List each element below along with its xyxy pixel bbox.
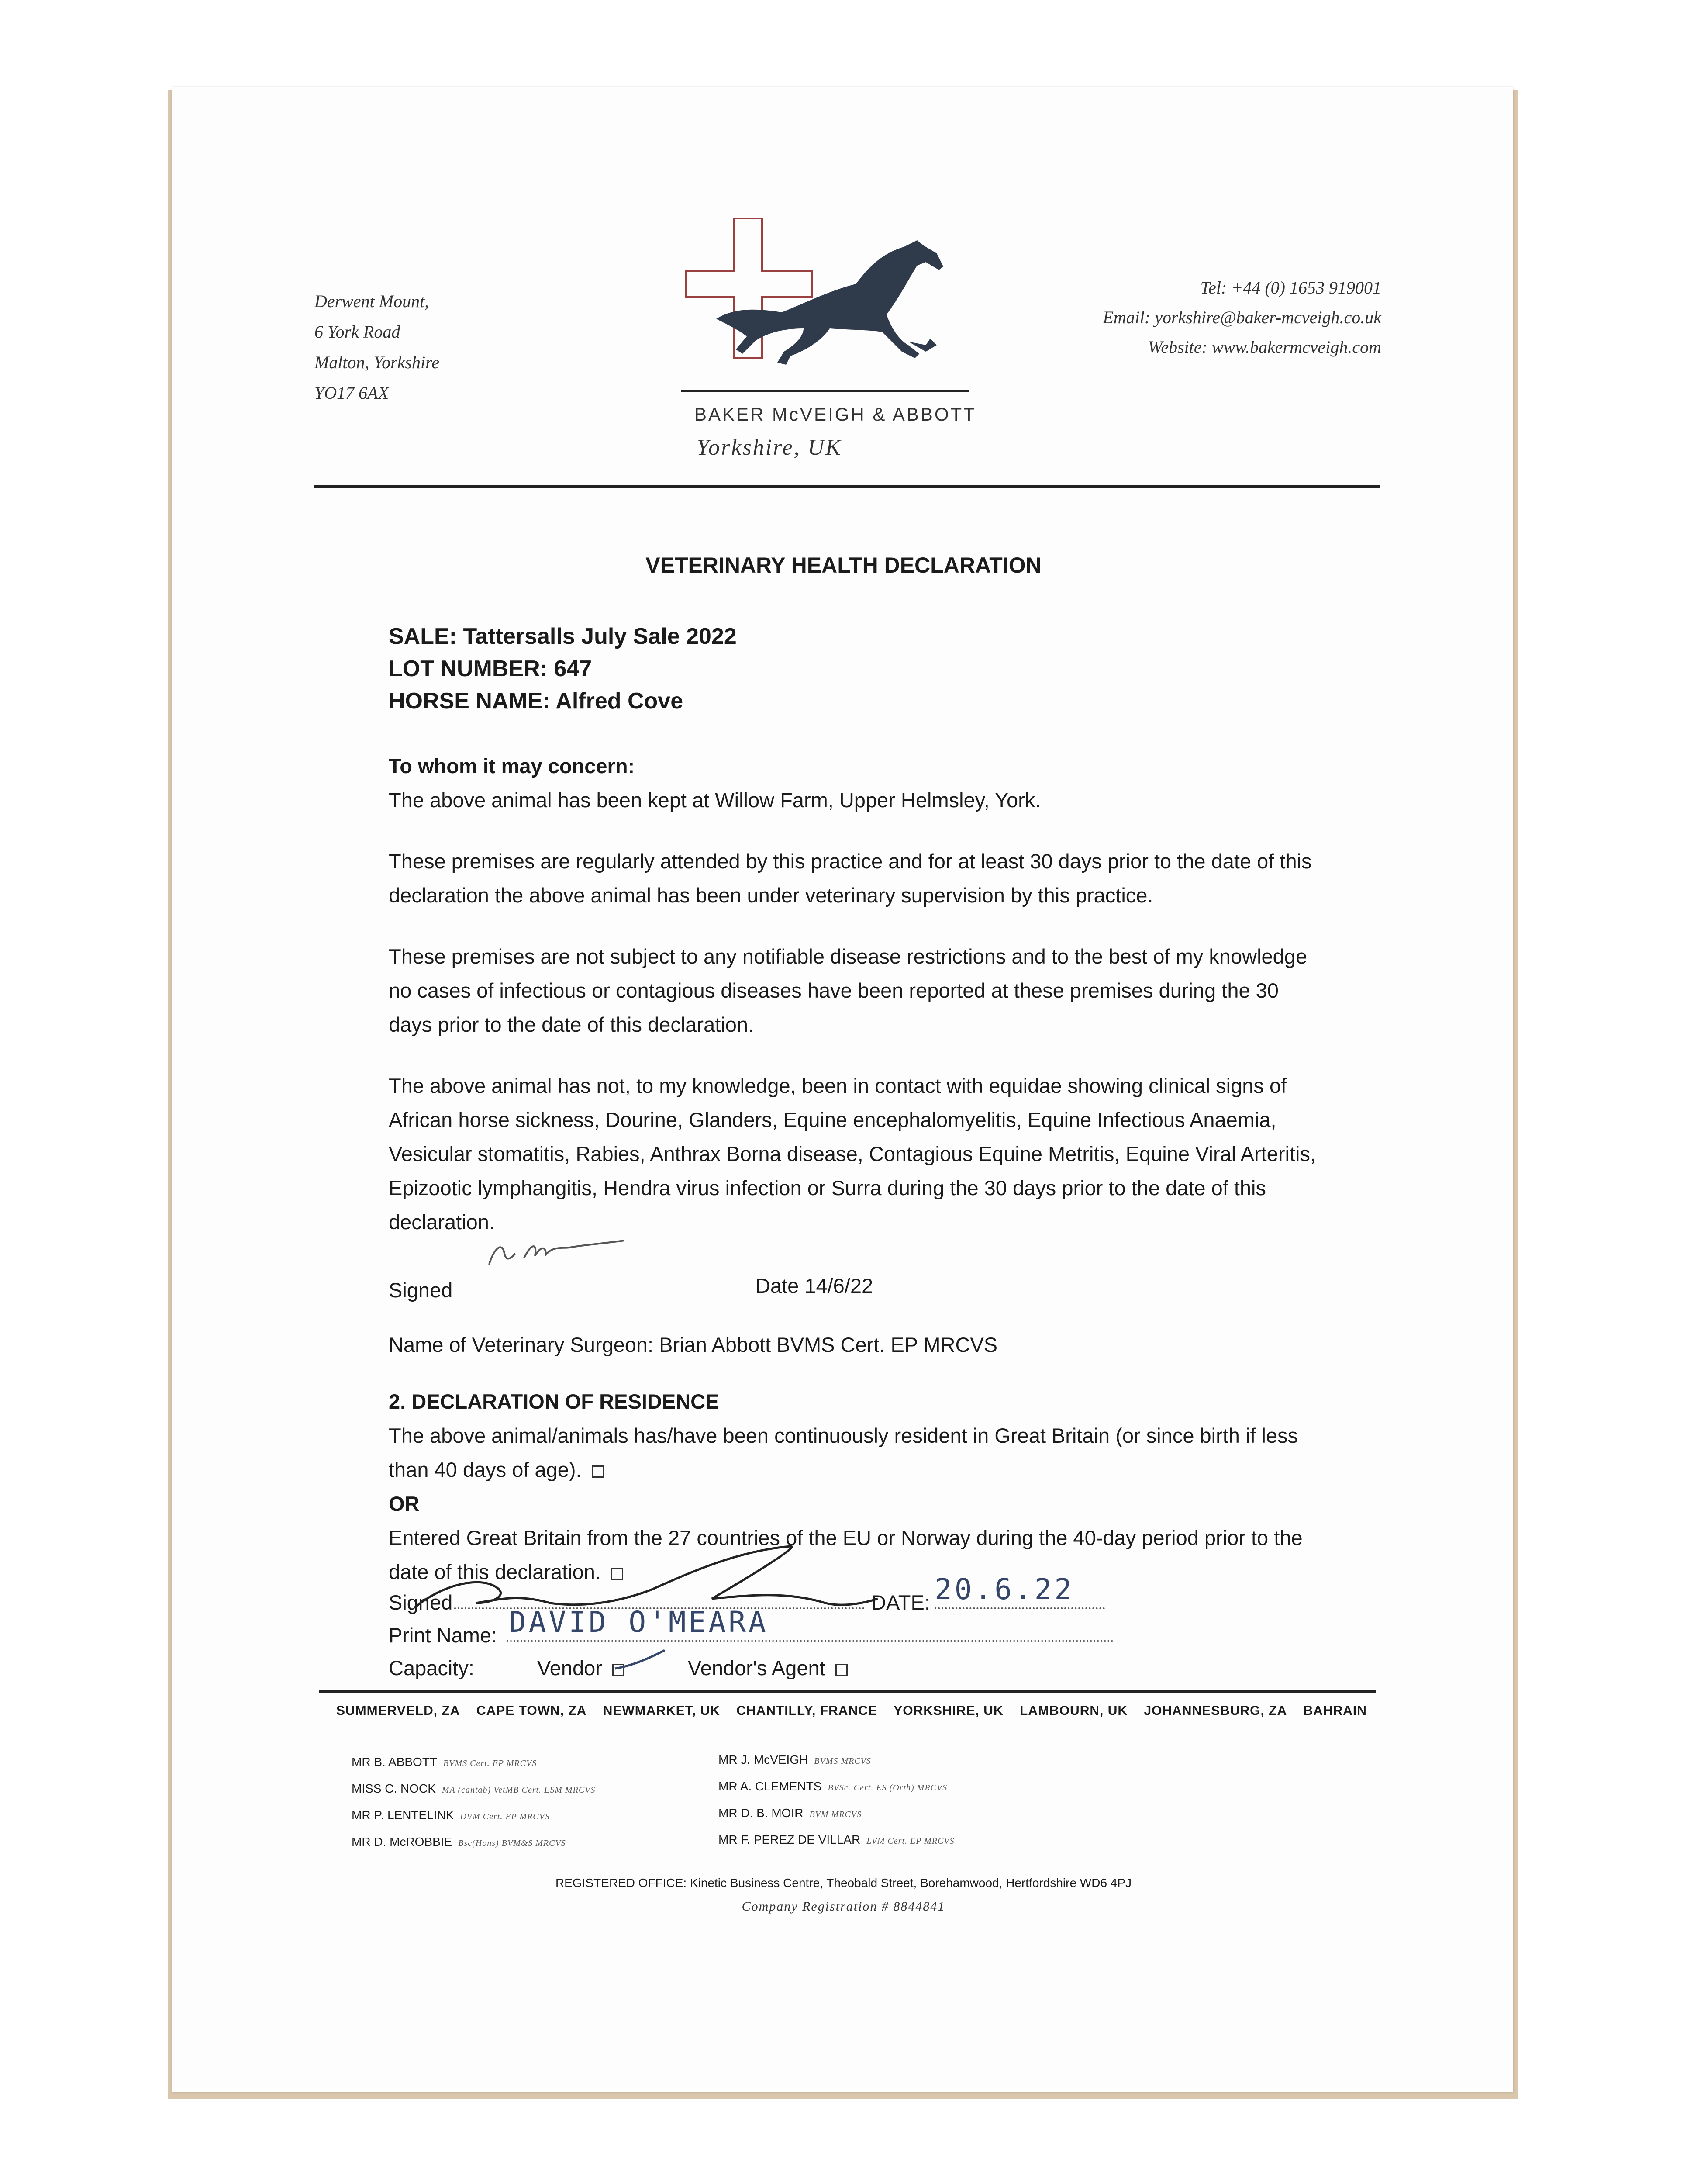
contact-paragraph: The above animal has not, to my knowledge, been in contact with equidae showing clinical signs of African horse sickness, Dourine, Glanders, Equine encephalomyelitis, Equine Infectious Anaemia, Vesicular stomatitis, Rabies, Anthrax Borna disease, Contagious Equine Metritis, Equine Viral Arteritis, Epizootic lymphangitis, Hendra virus infection or Surra during the 30 days prior to the date of this declaration. <box>389 1074 1316 1234</box>
residence-option-one-text: The above animal/animals has/have been continuously resident in Great Britain (or since birth if less than 40 days of age). <box>389 1424 1298 1481</box>
staff-qualification: BVM MRCVS <box>809 1810 862 1819</box>
staff-name: MR A. CLEMENTS <box>718 1780 822 1793</box>
vendor-tick-mark <box>611 1647 668 1677</box>
practice-address <box>314 286 439 408</box>
phone-number: Tel: +44 (0) 1653 919001 <box>1200 278 1381 297</box>
staff-name: MR D. B. MOIR <box>718 1806 804 1820</box>
header-divider <box>314 485 1380 488</box>
vet-signature <box>485 1223 629 1275</box>
staff-member <box>718 1747 955 1774</box>
owner-date-value: 20.6.22 <box>935 1572 1075 1606</box>
supervision-paragraph: These premises are regularly attended by this practice and for at least 30 days prior to the date of this declaration the above animal has been under veterinary supervision by this practice. <box>389 850 1312 907</box>
staff-qualification: BVMS MRCVS <box>814 1756 871 1766</box>
sale-line: SALE: Tattersalls July Sale 2022 <box>389 624 737 649</box>
vendor-label: Vendor <box>537 1656 602 1679</box>
office-location: BAHRAIN <box>1303 1704 1367 1718</box>
address-line: 6 York Road <box>314 322 400 342</box>
office-location: CHANTILLY, FRANCE <box>736 1704 877 1718</box>
staff-name: MR J. McVEIGH <box>718 1753 808 1766</box>
restrictions-paragraph: These premises are not subject to any notifiable disease restrictions and to the best of my knowledge no cases of infectious or contagious diseases have been reported at these premises during the 30 days prior to the date of this declaration. <box>389 945 1308 1036</box>
residence-option-one <box>389 1419 1328 1487</box>
office-location: LAMBOURN, UK <box>1020 1704 1128 1718</box>
staff-list-right <box>718 1747 955 1854</box>
vet-signature-date: Date 14/6/22 <box>756 1274 873 1297</box>
company-registration: Company Registration # 8844841 <box>742 1899 945 1914</box>
staff-member <box>352 1829 595 1856</box>
print-name-label: Print Name: <box>389 1624 497 1647</box>
vendor-agent-option <box>688 1651 848 1685</box>
print-name-value: DAVID O'MEARA <box>509 1605 769 1639</box>
website-url: Website: www.bakermcveigh.com <box>1148 337 1381 357</box>
address-line: Malton, Yorkshire <box>314 352 439 372</box>
email-address: Email: yorkshire@baker-mcveigh.co.uk <box>1103 308 1381 327</box>
staff-list-left <box>352 1749 595 1856</box>
residence-option-two-text: Entered Great Britain from the 27 countries of the EU or Norway during the 40-day period prior to the date of this declaration. <box>389 1526 1303 1583</box>
staff-qualification: Bsc(Hons) BVM&S MRCVS <box>458 1838 566 1848</box>
staff-member <box>718 1800 955 1827</box>
staff-qualification: LVM Cert. EP MRCVS <box>866 1836 955 1846</box>
address-line: YO17 6AX <box>314 383 389 403</box>
staff-name: MISS C. NOCK <box>352 1782 436 1795</box>
staff-qualification: BVMS Cert. EP MRCVS <box>443 1759 537 1768</box>
owner-date-label: DATE: <box>871 1591 930 1614</box>
lot-number: LOT NUMBER: 647 <box>389 656 592 681</box>
office-location: NEWMARKET, UK <box>603 1704 720 1718</box>
staff-name: MR F. PEREZ DE VILLAR <box>718 1833 861 1846</box>
owner-date-line <box>935 1607 1105 1609</box>
staff-name: MR D. McROBBIE <box>352 1835 452 1849</box>
salutation: To whom it may concern: <box>389 754 635 778</box>
or-separator: OR <box>389 1492 420 1515</box>
staff-member <box>352 1749 595 1776</box>
registered-office: REGISTERED OFFICE: Kinetic Business Centre, Theobald Street, Borehamwood, Hertfordshire WD6 4PJ <box>555 1876 1132 1890</box>
staff-member <box>718 1774 955 1800</box>
vendor-agent-checkbox[interactable] <box>835 1664 848 1676</box>
horse-name: HORSE NAME: Alfred Cove <box>389 688 683 714</box>
footer-divider <box>319 1690 1376 1693</box>
office-location: SUMMERVELD, ZA <box>336 1704 460 1718</box>
staff-qualification: BVSc. Cert. ES (Orth) MRCVS <box>828 1783 948 1793</box>
declaration-body <box>389 749 1328 1239</box>
print-name-line <box>507 1640 1114 1642</box>
staff-member <box>718 1827 955 1854</box>
sale-details <box>389 620 1328 717</box>
staff-qualification: MA (cantab) VetMB Cert. ESM MRCVS <box>442 1785 596 1795</box>
staff-member <box>352 1776 595 1803</box>
capacity-label: Capacity: <box>389 1656 474 1679</box>
staff-name: MR P. LENTELINK <box>352 1808 454 1822</box>
office-location: CAPE TOWN, ZA <box>476 1704 587 1718</box>
office-location: YORKSHIRE, UK <box>894 1704 1004 1718</box>
vet-signed-label: Signed <box>389 1279 453 1302</box>
document-title: VETERINARY HEALTH DECLARATION <box>645 553 1042 577</box>
brand-name: BAKER McVEIGH & ABBOTT <box>694 404 976 425</box>
staff-member <box>352 1803 595 1829</box>
vet-name: Name of Veterinary Surgeon: Brian Abbott BVMS Cert. EP MRCVS <box>389 1333 998 1356</box>
address-line: Derwent Mount, <box>314 291 429 311</box>
office-location: JOHANNESBURG, ZA <box>1144 1704 1287 1718</box>
residence-heading: 2. DECLARATION OF RESIDENCE <box>389 1390 719 1413</box>
staff-qualification: DVM Cert. EP MRCVS <box>460 1812 550 1821</box>
owner-signed-label: Signed <box>389 1591 453 1614</box>
staff-name: MR B. ABBOTT <box>352 1755 438 1769</box>
contact-details <box>1103 273 1381 362</box>
vendor-agent-label: Vendor's Agent <box>688 1656 825 1679</box>
premises-paragraph: The above animal has been kept at Willow Farm, Upper Helmsley, York. <box>389 788 1041 812</box>
office-locations <box>336 1704 1367 1718</box>
option-one-checkbox[interactable] <box>592 1465 604 1478</box>
horse-cross-logo-icon <box>681 214 969 397</box>
brand-location: Yorkshire, UK <box>697 435 842 460</box>
